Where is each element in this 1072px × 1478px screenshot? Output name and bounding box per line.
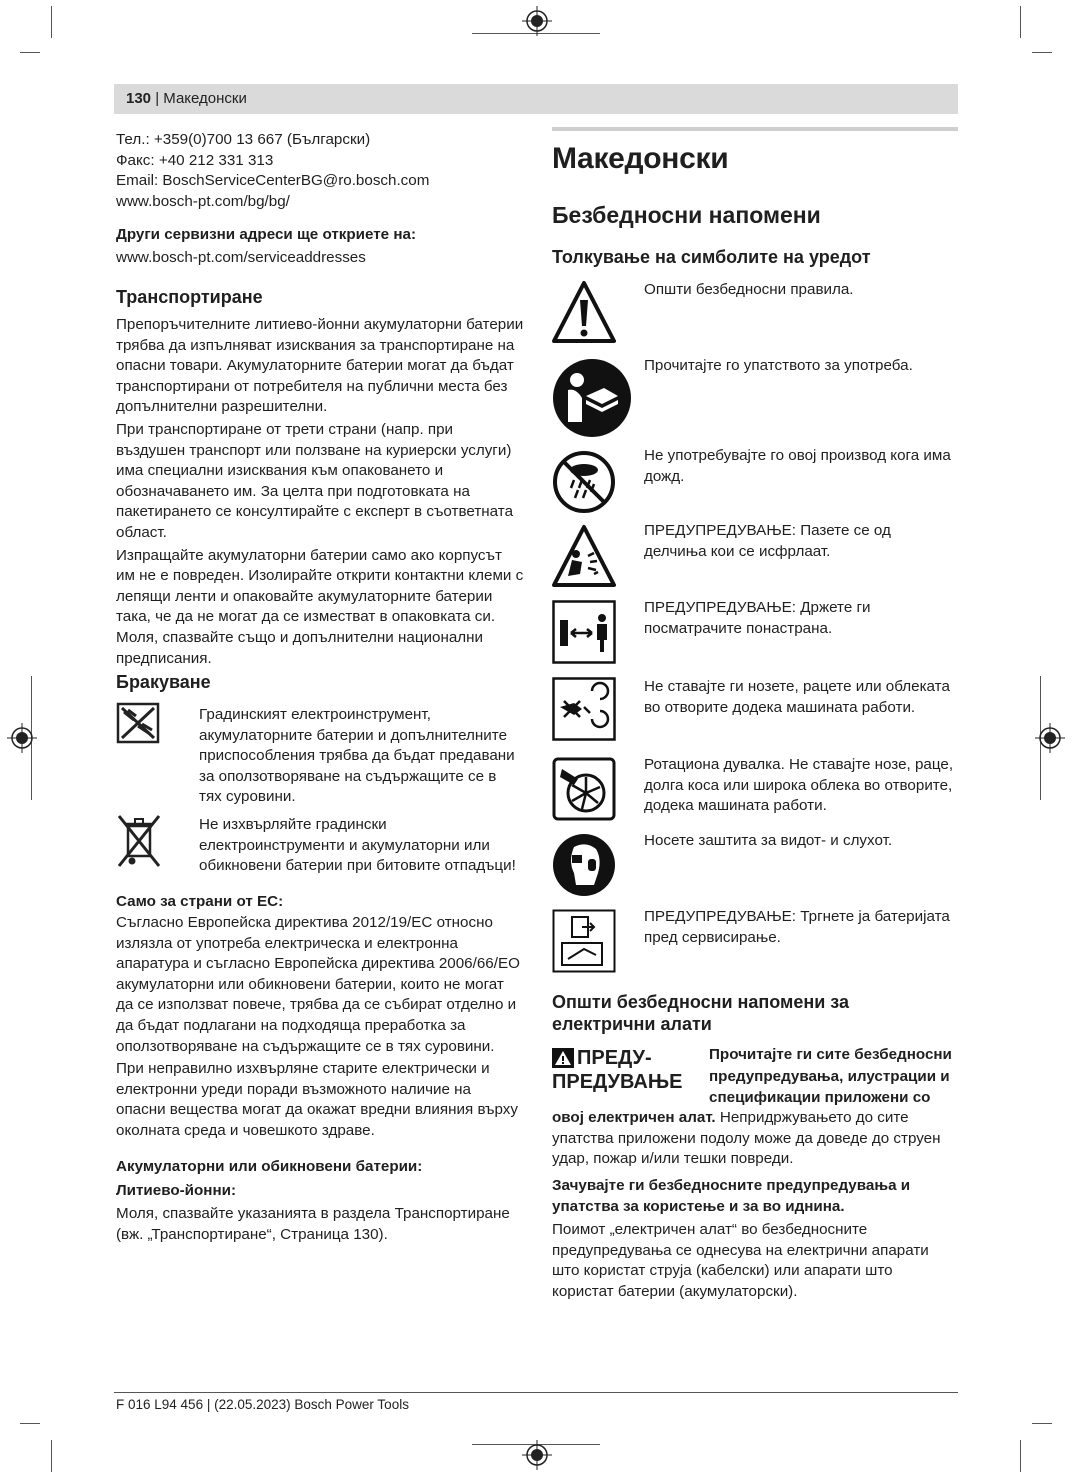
- symbol-text: ПРЕДУПРЕДУВАЊЕ: Држете ги посматрачите понастрана.: [644, 599, 871, 637]
- keep-bystanders-away-icon: [552, 600, 616, 664]
- registration-mark-icon: [1035, 723, 1065, 753]
- other-service-url: www.bosch-pt.com/serviceaddresses: [116, 249, 366, 266]
- eye-ear-protection-icon: [552, 833, 616, 897]
- contact-email: Email: BoschServiceCenterBG@ro.bosch.com: [116, 172, 430, 190]
- footer-rule: [114, 1392, 958, 1393]
- contact-block: [116, 130, 524, 212]
- other-service-label: Други сервизни адреси ще откриете на:: [116, 226, 417, 243]
- crop-mark: [1020, 6, 1021, 38]
- symbol-row: [552, 356, 957, 438]
- read-manual-icon: [552, 358, 632, 438]
- eu-paragraph: Съгласно Европейска директива 2012/19/ЕС относно излязла от употреба електрическа и електронна апаратура и съгласно Европейска директива 2006/66/ЕО акумулаторни или обикновени батерии, които не могат да се използват повече, трябва да се събират отделно и да бъдат подлагани на подходяща преработка за оползотворяване на съдържащите се в тях суровини.: [116, 914, 520, 1055]
- symbol-text: ПРЕДУПРЕДУВАЊЕ: Пазете се од делчиња кои се исфрлаат.: [644, 522, 891, 560]
- symbol-row: [552, 755, 957, 823]
- symbol-text: Ротациона дувалка. Не ставајте нозе, раце, долга коса или широка облека во отворите, додека машината работи.: [644, 756, 954, 815]
- general-warnings-heading: Општи безбедносни напомени за електрични алати: [552, 992, 850, 1034]
- transport-paragraph: Препоръчителните литиево-йонни акумулаторни батерии трябва да изпълняват изисквания за транспортиране на опасни товари. Акумулаторните батерии могат да бъдат транспортирани от потребителя на публични места без допълнителни разрешителни.: [116, 316, 524, 416]
- disposal-item-text: Градинският електроинструмент, акумулаторните батерии и допълнителните приспособления трябва да бъдат предавани за оползотворяване на съдържащите се в тях суровини.: [199, 706, 515, 806]
- symbol-text: ПРЕДУПРЕДУВАЊЕ: Тргнете ја батеријата пред сервисирање.: [644, 908, 950, 946]
- symbol-text: Не употребувајте го овој производ кога има дожд.: [644, 447, 951, 485]
- recycle-tool-icon: [116, 702, 160, 744]
- crop-mark: [20, 52, 40, 53]
- header-separator: |: [155, 90, 160, 107]
- rotating-impeller-icon: [552, 757, 616, 821]
- eu-paragraph: При неправилно изхвърляне старите електрически и електронни уреди поради възможното наличие на опасни вещества могат да окажат вредни влияния върху околната среда и човешкото здраве.: [116, 1060, 518, 1139]
- batteries-label: Акумулаторни или обикновени батерии:: [116, 1158, 423, 1175]
- symbols-heading: Толкување на симболите на уредот: [552, 247, 871, 267]
- symbol-text: Општи безбедносни правила.: [644, 281, 854, 298]
- page-header: [126, 90, 247, 107]
- symbol-text: Носете заштита за видот- и слухот.: [644, 832, 893, 849]
- language-title: Македонски: [552, 142, 729, 175]
- crop-mark: [20, 1423, 40, 1424]
- disposal-item-text: Не изхвърляйте градински електроинструменти и акумулаторни или обикновени батерии при битовите отпадъци!: [199, 816, 516, 875]
- registration-mark-icon: [522, 1440, 552, 1470]
- warning-bold-tail: овој електричен алат.: [552, 1109, 716, 1126]
- crop-mark: [51, 1440, 52, 1472]
- symbol-row: [552, 446, 957, 512]
- crop-mark: [51, 6, 52, 38]
- crop-mark: [1020, 1440, 1021, 1472]
- warning-paragraph: [552, 1108, 957, 1170]
- symbol-row: [552, 521, 957, 587]
- section-rule: [552, 127, 958, 131]
- crop-mark: [1032, 1423, 1052, 1424]
- warning-label-line: ПРЕДУВАЊЕ: [552, 1071, 683, 1093]
- transport-paragraph: Изпращайте акумулаторни батерии само ако корпусът им не е повреден. Изолирайте открити контактни клеми с лепящи ленти и опаковайте акумулаторните батерии така, че да не могат да се изместват в опаковката си. Моля, спазвайте също и допълнителни национални предписания.: [116, 546, 524, 667]
- page-footer: F 016 L94 456 | (22.05.2023) Bosch Power Tools: [116, 1397, 409, 1412]
- liion-label: Литиево-йонни:: [116, 1182, 237, 1199]
- symbol-text: Прочитајте го упатството за употреба.: [644, 357, 913, 374]
- header-language: Македонски: [163, 90, 247, 107]
- transport-paragraph: При транспортиране от трети страни (напр. при въздушен транспорт или ползване на куриерски услуги) има специални изисквания към опаковането и обозначаването им. За целта при подготовката на пакетирането се консултирайте с експерт в съответната област.: [116, 420, 514, 541]
- disposal-heading: Бракуване: [116, 672, 211, 692]
- contact-fax: Факс: +40 212 331 313: [116, 151, 274, 169]
- page-number: 130: [126, 90, 152, 107]
- warning-triangle-icon: [552, 1048, 574, 1068]
- eu-label: Само за страни от ЕС:: [116, 893, 284, 910]
- transport-heading: Транспортиране: [116, 287, 263, 307]
- warning-rest: Непридржувањето до сите упатства приложени подолу може да доведе до струен удар, пожар и/или тешки повреди.: [552, 1109, 941, 1168]
- symbol-row: [552, 598, 957, 666]
- keep-instructions-text: Зачувајте ги безбедносните предупредувања и упатства за користење и за во иднина.: [552, 1177, 911, 1215]
- warning-label-line: ПРЕДУ-: [577, 1047, 652, 1069]
- contact-website: www.bosch-pt.com/bg/bg/: [116, 192, 290, 210]
- liion-text: Моля, спазвайте указанията в раздела Транспортиране (вж. „Транспортиране“, Страница 130).: [116, 1205, 510, 1243]
- symbol-row: [552, 907, 957, 975]
- crossed-bin-icon: [116, 812, 162, 870]
- safety-heading: Безбедносни напомени: [552, 202, 821, 228]
- symbol-row: [552, 280, 957, 346]
- general-warning-icon: [552, 280, 616, 344]
- symbol-row: [552, 831, 957, 901]
- registration-mark-icon: [522, 6, 552, 36]
- warning-label: [552, 1046, 682, 1094]
- thrown-objects-icon: [552, 524, 616, 588]
- symbol-text: Не ставајте ги нозете, рацете или облеката во отворите додека машината работи.: [644, 678, 950, 716]
- symbol-row: [552, 677, 957, 745]
- hands-feet-openings-icon: [552, 677, 616, 741]
- transport-text: [116, 315, 524, 669]
- eu-text: [116, 913, 524, 1142]
- warning-bold-text: Прочитајте ги сите безбедносни предупредувања, илустрации и спецификации приложени со: [709, 1046, 952, 1106]
- crop-mark: [1032, 52, 1052, 53]
- contact-phone: Тел.: +359(0)700 13 667 (Български): [116, 131, 371, 148]
- no-rain-icon: [552, 450, 616, 514]
- term-definition-text: Поимот „електричен алат“ во безбедносните предупредувања се однесува на електрични апарати што користат струја (кабелски) или апарати што користат батерии (акумулаторски).: [552, 1221, 929, 1300]
- remove-battery-icon: [552, 909, 616, 973]
- registration-mark-icon: [7, 723, 37, 753]
